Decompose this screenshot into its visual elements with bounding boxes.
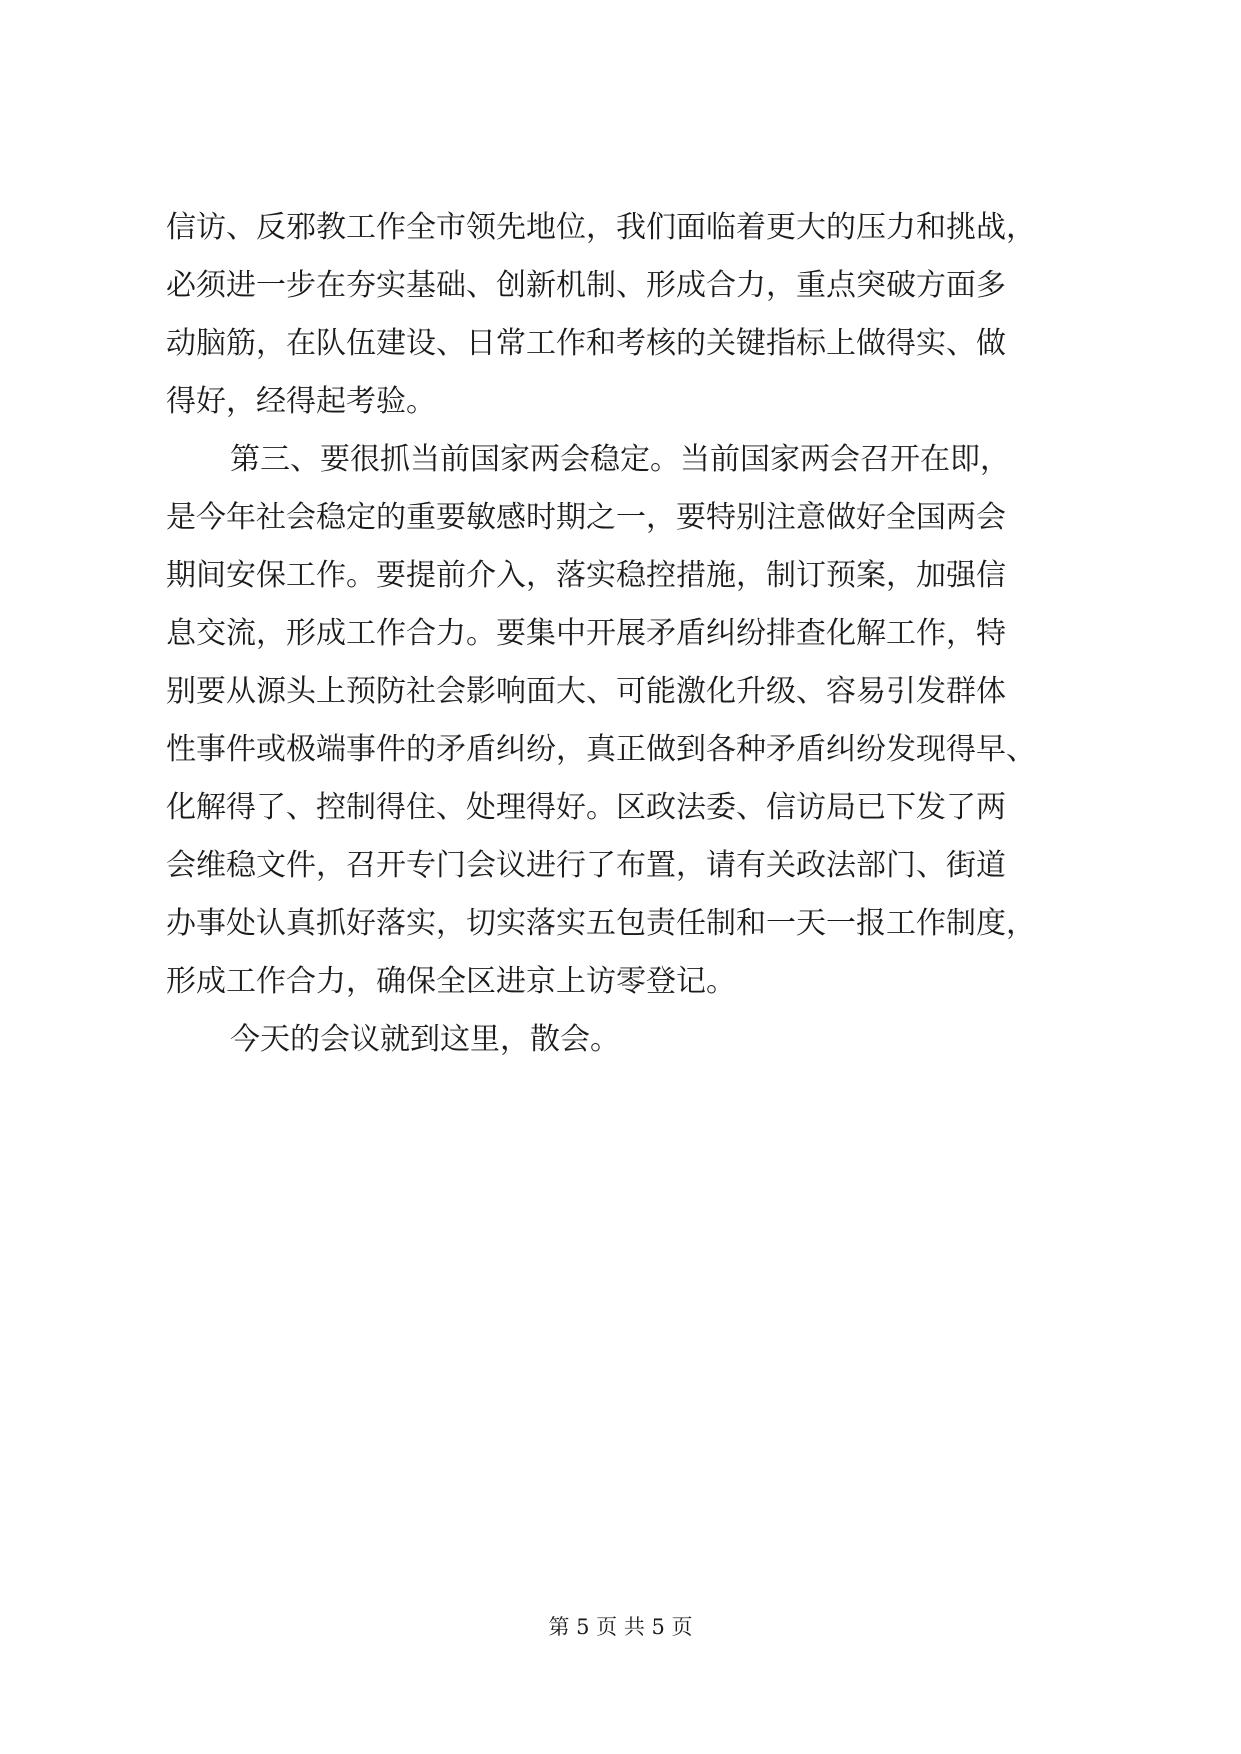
paragraph-line: 必须进一步在夯实基础、创新机制、形成合力，重点突破方面多	[166, 268, 1006, 303]
paragraph-line: 化解得了、控制得住、处理得好。区政法委、信访局已下发了两	[166, 790, 1006, 825]
page-number-footer: 第 5 页 共 5 页	[548, 1615, 693, 1639]
paragraph-line: 性事件或极端事件的矛盾纠纷，真正做到各种矛盾纠纷发现得早、	[166, 732, 1036, 767]
paragraph-line: 是今年社会稳定的重要敏感时期之一，要特别注意做好全国两会	[166, 500, 1006, 535]
paragraph-line: 办事处认真抓好落实，切实落实五包责任制和一天一报工作制度，	[166, 906, 1036, 941]
paragraph-line: 信访、反邪教工作全市领先地位，我们面临着更大的压力和挑战，	[166, 210, 1036, 245]
paragraph-line: 期间安保工作。要提前介入，落实稳控措施，制订预案，加强信	[166, 558, 1006, 593]
paragraph-line: 息交流，形成工作合力。要集中开展矛盾纠纷排查化解工作，特	[166, 616, 1006, 651]
paragraph-line: 动脑筋，在队伍建设、日常工作和考核的关键指标上做得实、做	[166, 326, 1006, 361]
paragraph-first-line: 今天的会议就到这里，散会。	[230, 1022, 620, 1057]
paragraph-line: 别要从源头上预防社会影响面大、可能激化升级、容易引发群体	[166, 674, 1006, 709]
paragraph-first-line: 第三、要很抓当前国家两会稳定。当前国家两会召开在即，	[230, 442, 1010, 477]
paragraph-line: 会维稳文件，召开专门会议进行了布置，请有关政法部门、街道	[166, 848, 1006, 883]
paragraph-line: 形成工作合力，确保全区进京上访零登记。	[166, 964, 736, 999]
paragraph-line: 得好，经得起考验。	[166, 384, 436, 419]
